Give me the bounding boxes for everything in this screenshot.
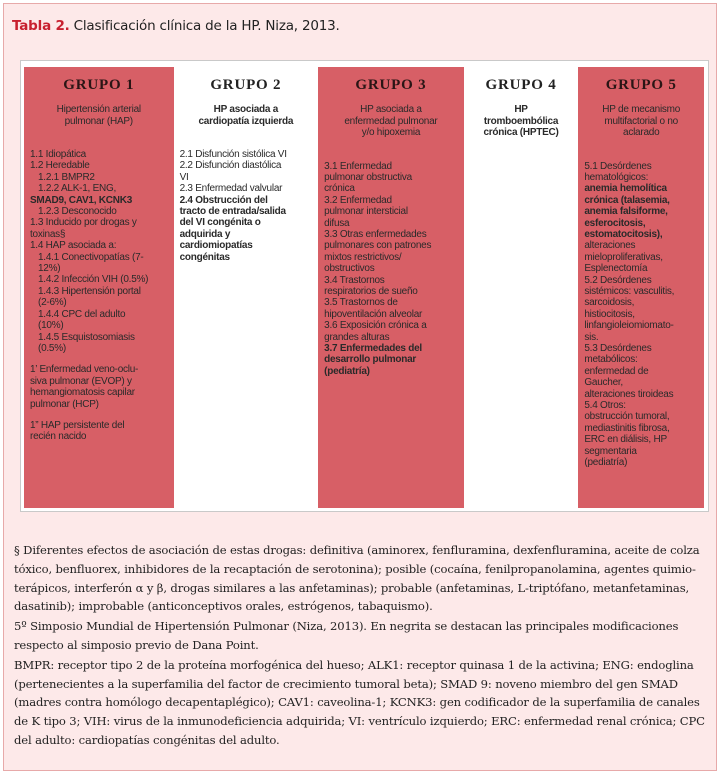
group-1-item-list [30,149,168,443]
group-5-list-item: 5.4 Otros: obstrucción tumoral, mediastinitis fibrosa, ERC en diálisis, HP segmentaria (pediatría) [584,400,670,469]
group-1-list-item: 1.4.1 Conectivopatías (7- 12%) [38,251,144,275]
group-3-list-item: 3.1 Enfermedad pulmonar obstructiva crónica [324,160,412,195]
group-1-list-item: 1.2.3 Desconocido [38,206,117,218]
group-5-list-item: 5.2 Desórdenes sistémicos: vasculitis, sarcoidosis, histiocitosis, linfangioleiomiomato- sis. [584,274,675,343]
group-5-title: GRUPO 5 [605,77,677,93]
group-1-list-item: 1.4 HAP asociada a: [30,240,117,252]
group-2-list-item: 2.4 Obstrucción del tracto de entrada/salida del VI congénita o adquirida y cardiomiopatías congénitas [179,194,286,263]
group-5-subtitle: HP de mecanismo multifactorial o no aclarado [602,104,681,138]
group-3-list-item: 3.3 Otras enfermedades pulmonares con patrones mixtos restrictivos/ obstructivos [324,228,432,275]
group-5-list-item: anemia hemolítica crónica (talasemia, anemia falsiforme, esferocitosis, estomatocitosis), [584,183,670,240]
group-2-title: GRUPO 2 [210,77,282,93]
group-1-list-item: 1.1 Idiopática [30,149,86,160]
group-3-list-item: 3.5 Trastornos de hipoventilación alveolar [324,297,423,320]
group-2-list-item: 2.1 Disfunción sistólica VI [179,149,287,160]
group-1-list-item: 1.2.1 BMPR2 [38,171,95,183]
group-1-list-item: 1.2 Heredable [30,160,90,172]
group-1-subtitle: Hipertensión arterial pulmonar (HAP) [56,104,141,127]
footnote-symposium: 5º Simposio Mundial de Hipertensión Pulmonar (Niza, 2013). En negrita se destacan las principales modificaciones respecto al simposio previo de Dana Point. [14,619,679,652]
group-1-list-item: 1.4.4 CPC del adulto (10%) [38,308,126,332]
group-3-item-list [324,161,458,378]
group-5-list-item: 5.1 Desórdenes hematológicos: [584,160,652,183]
group-1-list-item: SMAD9, CAV1, KCNK3 [30,194,132,206]
group-2-list-item: 2.3 Enfermedad valvular [179,183,283,195]
footnote-abbreviations: BMPR: receptor tipo 2 de la proteína morfogénica del hueso; ALK1: receptor quinasa 1 de la activina; ENG: endoglina (pertenecientes a la superfamilia del factor de crecimiento tumoral beta); SMAD 9: noveno miembro del gen SMAD (madres contra homólogo decapentaplégico); CAV1: caveolina-1; KCNK3: gen codificador de la superfamilia de canales de K tipo 3; VIH: virus de la inmunodeficiencia adquirida; VI: ventrículo izquierdo; ERC: enfermedad renal crónica; CPC del adulto: cardiopatías congénitas del adulto. [14,657,705,747]
group-2-subtitle: HP asociada a cardiopatía izquierda [198,104,294,127]
group-1-list-item: 1.4.5 Esquistosomiasis (0.5%) [38,331,135,354]
group-1-list-item: 1.4.3 Hipertensión portal (2-6%) [38,285,141,309]
group-1-list-item: 1.4.2 Infección VIH (0.5%) [38,274,149,286]
group-5-item-list [584,161,698,469]
group-2-list-item: 2.2 Disfunción diastólica VI [179,160,282,183]
group-3-column [318,67,464,508]
group-1-list-item: 1’ Enfermedad veno-oclu- siva pulmonar (EVOP) y hemangiomatosis capilar pulmonar (HCP) [30,364,139,410]
footnote-drugs: § Diferentes efectos de asociación de estas drogas: definitiva (aminorex, fenfluramina, dexfenfluramina, aceite de colza tóxico, benfluorex, inhibidores de la recaptación de serotonina); posible (cocaína, fenilpropanolamina, agentes quimio-terápicos, interferón α y β, drogas similares a las anfetaminas); probable (anfetaminas, L-triptófano, metanfetaminas, dasatinib); improbable (anticonceptivos orales, estrógenos, tabaquismo). [14,543,700,614]
group-3-list-item: 3.6 Exposición crónica a grandes alturas [324,320,427,343]
table-footnotes [14,541,714,750]
group-1-list-item: 1” HAP persistente del recién nacido [30,419,125,443]
group-3-list-item: 3.4 Trastornos respiratorios de sueño [324,274,418,297]
table-caption [12,18,340,34]
group-5-list-item: alteraciones mieloproliferativas, Esplenectomía [584,240,663,275]
group-1-list-item: 1.3 Inducido por drogas y toxinas§ [30,217,137,240]
group-4-title: GRUPO 4 [485,77,557,93]
document-page [3,3,717,771]
group-3-subtitle: HP asociada a enfermedad pulmonar y/o hipoxemia [344,104,438,138]
classification-table [20,60,709,512]
group-2-item-list [180,149,313,263]
group-3-title: GRUPO 3 [355,77,427,93]
group-1-title: GRUPO 1 [63,77,135,93]
group-4-column [464,67,579,508]
table-caption-label: Tabla 2. [12,18,70,34]
table-caption-text: Clasificación clínica de la HP. Niza, 2013. [73,18,340,34]
group-4-subtitle: HP tromboembólica crónica (HPTEC) [483,104,559,138]
group-5-list-item: 5.3 Desórdenes metabólicos: enfermedad de Gaucher, alteraciones tiroideas [584,343,674,400]
group-5-column [578,67,704,508]
group-2-column [174,67,319,508]
group-1-column [24,67,174,508]
group-3-list-item: 3.2 Enfermedad pulmonar intersticial difusa [324,194,408,229]
group-1-list-item: 1.2.2 ALK-1, ENG, [38,183,117,195]
group-3-list-item: 3.7 Enfermedades del desarrollo pulmonar (pediatría) [324,343,422,377]
table-columns [24,67,704,508]
